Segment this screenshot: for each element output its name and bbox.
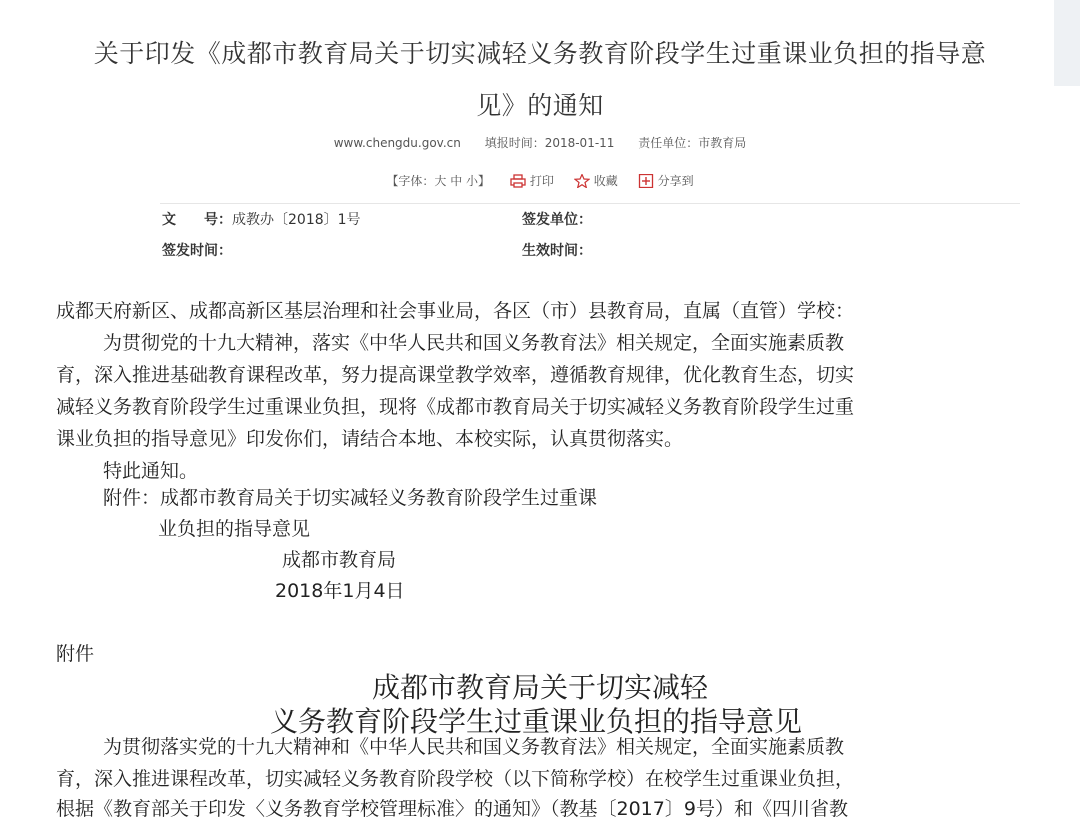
notice-paragraph-line: 减轻义务教育阶段学生过重课业负担，现将《成都市教育局关于切实减轻义务教育阶段学生过重 <box>56 396 855 418</box>
font-size-selector[interactable]: 【字体：大 中 小】 <box>386 174 491 188</box>
effective-time-label: 生效时间： <box>522 243 592 259</box>
effective-time <box>522 240 592 260</box>
issue-time <box>162 240 232 260</box>
notice-attachment-line: 业负担的指导意见 <box>158 518 311 540</box>
favorite-label: 收藏 <box>593 174 618 188</box>
responsible-unit: 责任单位：市教育局 <box>638 136 747 150</box>
attachment-paragraph-line: 育，深入推进课程改革，切实减轻义务教育阶段学校（以下简称学校）在校学生过重课业负担， <box>56 768 855 790</box>
notice-closing: 特此通知。 <box>103 460 199 482</box>
notice-date: 2018年1月4日 <box>275 580 405 602</box>
notice-recipients: 成都天府新区、成都高新区基层治理和社会事业局，各区（市）县教育局，直属（直管）学校： <box>56 300 855 322</box>
notice-attachment-line: 附件：成都市教育局关于切实减轻义务教育阶段学生过重课 <box>103 487 598 509</box>
notice-signature: 成都市教育局 <box>282 549 397 571</box>
doc-number-value: 成教办〔2018〕1号 <box>232 212 361 228</box>
printer-icon <box>510 174 526 188</box>
doc-number <box>162 209 361 229</box>
attachment-title-line2: 义务教育阶段学生过重课业负担的指导意见 <box>269 705 802 738</box>
issue-time-label: 签发时间： <box>162 243 232 259</box>
header-divider <box>160 203 1020 204</box>
print-label: 打印 <box>529 174 554 188</box>
attachment-label: 附件 <box>56 643 95 665</box>
meta-info <box>0 134 1080 151</box>
site-link[interactable]: www.chengdu.gov.cn <box>333 136 461 150</box>
page-title-line2: 见》的通知 <box>476 91 604 120</box>
favorite-button[interactable] <box>574 172 618 189</box>
issuer-unit <box>522 209 592 229</box>
print-button[interactable] <box>510 172 554 189</box>
attachment-paragraph-line: 根据《教育部关于印发〈义务教育学校管理标准〉的通知》（教基〔2017〕9号）和《四川省教 <box>56 798 848 820</box>
star-icon <box>574 174 590 188</box>
attachment-title-line1: 成都市教育局关于切实减轻 <box>371 671 708 704</box>
attachment-paragraph-line: 为贯彻落实党的十九大精神和《中华人民共和国义务教育法》相关规定，全面实施素质教 <box>103 736 845 758</box>
toolbar <box>0 172 1080 189</box>
issuer-unit-label: 签发单位： <box>522 212 592 228</box>
notice-paragraph-line: 为贯彻党的十九大精神，落实《中华人民共和国义务教育法》相关规定，全面实施素质教 <box>103 332 845 354</box>
share-plus-icon <box>638 174 654 188</box>
share-button[interactable] <box>638 172 694 189</box>
page-scroll-indicator <box>1054 0 1080 86</box>
notice-paragraph-line: 育，深入推进基础教育课程改革，努力提高课堂教学效率，遵循教育规律，优化教育生态，切实 <box>56 364 855 386</box>
fill-time: 填报时间：2018-01-11 <box>484 136 615 150</box>
notice-paragraph-line: 课业负担的指导意见》印发你们，请结合本地、本校实际，认真贯彻落实。 <box>56 428 684 450</box>
share-label: 分享到 <box>657 174 694 188</box>
page-title-line1: 关于印发《成都市教育局关于切实减轻义务教育阶段学生过重课业负担的指导意 <box>93 39 987 68</box>
doc-number-label: 文 号： <box>162 212 232 228</box>
